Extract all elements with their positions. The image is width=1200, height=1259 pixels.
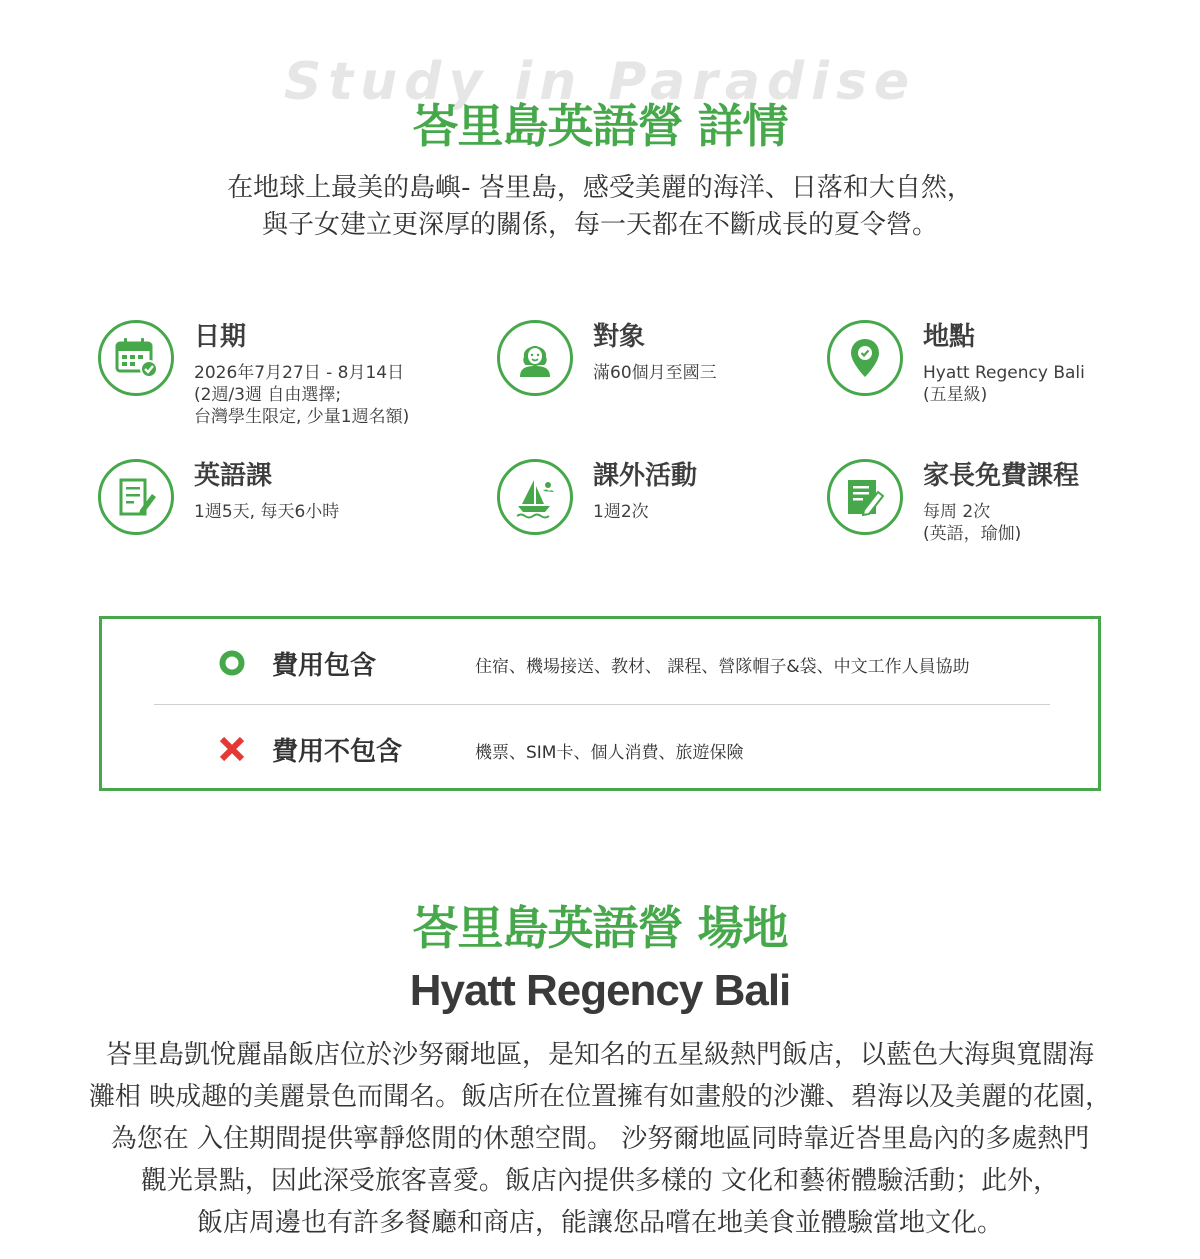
venue-name: Hyatt Regency Bali <box>409 966 791 1015</box>
venue-description-line: 觀光景點，因此深受旅客喜愛。飯店內提供多樣的 文化和藝術體驗活動；此外， <box>140 1166 1060 1196</box>
info-value: 1週5天, 每天6小時 <box>194 502 340 522</box>
fee-excluded-label: 費用不包含 <box>272 737 403 767</box>
document-edit-icon <box>827 459 903 535</box>
info-label: 地點 <box>923 322 976 352</box>
info-value: 1週2次 <box>593 502 649 522</box>
watermark-text: Study in Paradise <box>283 52 917 112</box>
venue-title: 峇里島英語營 場地 <box>412 901 788 955</box>
notebook-pen-icon <box>98 459 174 535</box>
fee-excluded-row <box>102 705 1098 789</box>
venue-description-line: 飯店周邊也有許多餐廳和商店，能讓您品嚐在地美食並體驗當地文化。 <box>196 1208 1003 1238</box>
info-value: 每周 2次 (英語，瑜伽) <box>923 502 1022 544</box>
venue-description-line: 為您在 入住期間提供寧靜悠閒的休憩空間。 沙努爾地區同時靠近峇里島內的多處熱門 <box>110 1124 1090 1154</box>
location-pin-icon <box>827 320 903 396</box>
info-label: 對象 <box>593 322 646 352</box>
info-value: 2026年7月27日 - 8月14日 (2週/3週 自由選擇; 台灣學生限定, 少量1週名額) <box>194 363 410 427</box>
person-icon <box>497 320 573 396</box>
fee-included-label: 費用包含 <box>272 651 377 681</box>
info-label: 英語課 <box>194 461 273 491</box>
info-value: 滿60個月至國三 <box>593 363 717 383</box>
circle-icon <box>218 649 246 677</box>
info-label: 課外活動 <box>593 461 698 491</box>
calendar-icon <box>98 320 174 396</box>
venue-description-line: 峇里島凱悅麗晶飯店位於沙努爾地區，是知名的五星級熱門飯店，以藍色大海與寬闊海 <box>105 1040 1094 1070</box>
fee-included-desc: 住宿、機場接送、教材、 課程、營隊帽子&袋、中文工作人員協助 <box>475 657 970 677</box>
details-intro <box>0 170 1200 244</box>
fee-included-row <box>102 619 1098 703</box>
details-title: 峇里島英語營 詳情 <box>412 99 788 153</box>
fee-excluded-desc: 機票、SIM卡、個人消費、旅遊保險 <box>475 743 744 763</box>
info-label: 日期 <box>194 322 247 352</box>
venue-description <box>30 1034 1170 1244</box>
intro-line: 與子女建立更深厚的關係，每一天都在不斷成長的夏令營。 <box>261 210 938 240</box>
sailboat-icon <box>497 459 573 535</box>
intro-line: 在地球上最美的島嶼- 峇里島，感受美麗的海洋、日落和大自然， <box>227 173 973 203</box>
cross-icon <box>218 735 246 763</box>
info-label: 家長免費課程 <box>923 461 1080 491</box>
venue-description-line: 灘相 映成趣的美麗景色而聞名。飯店所在位置擁有如畫般的沙灘、碧海以及美麗的花園， <box>88 1082 1112 1112</box>
info-value: Hyatt Regency Bali (五星級) <box>923 363 1085 405</box>
fee-box <box>99 616 1101 791</box>
